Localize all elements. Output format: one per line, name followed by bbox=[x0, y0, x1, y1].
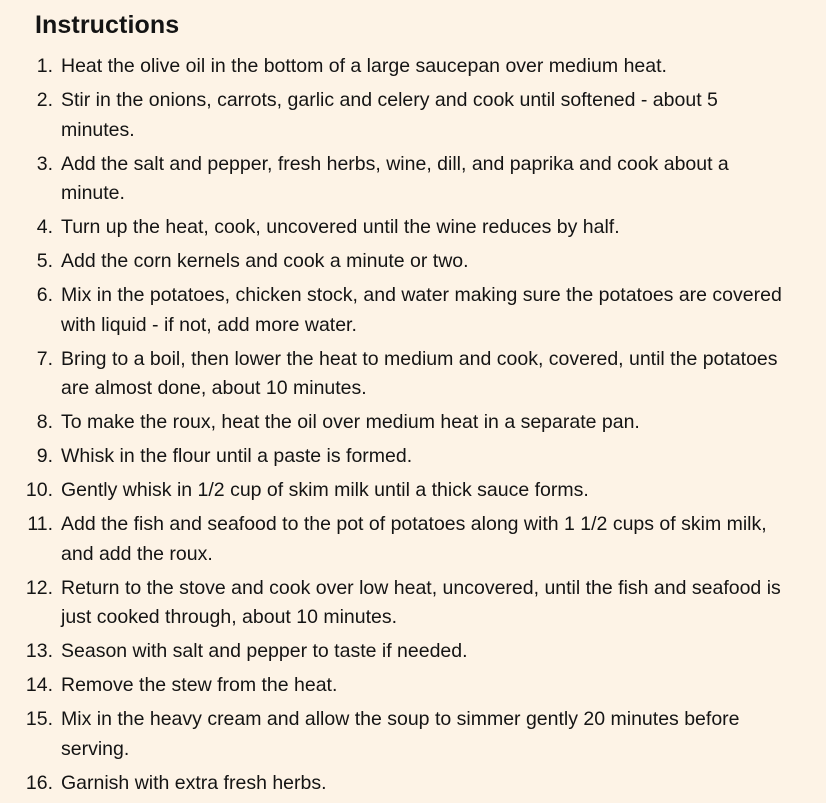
step-number: 5. bbox=[36, 250, 53, 272]
instruction-step bbox=[0, 705, 826, 764]
step-text: Mix in the heavy cream and allow the soup to simmer gently 20 minutes before serving. bbox=[61, 708, 740, 760]
step-text: Heat the olive oil in the bottom of a large saucepan over medium heat. bbox=[61, 55, 667, 77]
instruction-step bbox=[0, 442, 826, 472]
step-text: Gently whisk in 1/2 cup of skim milk until a thick sauce forms. bbox=[61, 479, 589, 501]
step-number: 6. bbox=[36, 284, 53, 306]
instruction-step bbox=[0, 345, 826, 404]
instruction-step bbox=[0, 213, 826, 243]
step-number: 3. bbox=[36, 152, 53, 175]
step-text: Add the fish and seafood to the pot of potatoes along with 1 1/2 cups of skim milk, and add the roux. bbox=[61, 513, 767, 565]
step-number: 4. bbox=[36, 216, 53, 238]
step-text: Stir in the onions, carrots, garlic and celery and cook until softened - about 5 minutes. bbox=[61, 89, 718, 141]
instruction-step bbox=[0, 247, 826, 277]
step-text: Return to the stove and cook over low heat, uncovered, until the fish and seafood is just cooked through, about 10 minutes. bbox=[61, 576, 781, 628]
instruction-step bbox=[0, 476, 826, 506]
instructions-heading: Instructions bbox=[35, 11, 180, 39]
step-number: 15. bbox=[25, 708, 53, 730]
step-number: 2. bbox=[36, 89, 53, 111]
step-number: 8. bbox=[36, 411, 53, 433]
instruction-step bbox=[0, 150, 826, 209]
step-number: 13. bbox=[25, 640, 53, 662]
step-text: To make the roux, heat the oil over medium heat in a separate pan. bbox=[61, 411, 640, 433]
step-text: Add the salt and pepper, fresh herbs, wine, dill, and paprika and cook about a minute. bbox=[61, 152, 729, 204]
step-text: Add the corn kernels and cook a minute or two. bbox=[61, 250, 469, 272]
instruction-step bbox=[0, 769, 826, 799]
step-number: 12. bbox=[25, 576, 53, 599]
instruction-step bbox=[0, 671, 826, 701]
instruction-step bbox=[0, 408, 826, 438]
step-text: Turn up the heat, cook, uncovered until the wine reduces by half. bbox=[61, 216, 620, 238]
step-number: 1. bbox=[36, 55, 53, 77]
step-text: Whisk in the flour until a paste is formed. bbox=[61, 445, 413, 467]
instruction-step bbox=[0, 86, 826, 145]
step-text: Mix in the potatoes, chicken stock, and water making sure the potatoes are covered with liquid - if not, add more water. bbox=[61, 284, 782, 336]
instruction-step bbox=[0, 510, 826, 569]
instruction-step bbox=[0, 574, 826, 633]
step-number: 11. bbox=[27, 513, 53, 535]
step-text: Bring to a boil, then lower the heat to medium and cook, covered, until the potatoes are almost done, about 10 minutes. bbox=[61, 347, 778, 399]
step-number: 14. bbox=[25, 674, 53, 696]
step-text: Garnish with extra fresh herbs. bbox=[61, 771, 327, 794]
step-number: 7. bbox=[36, 347, 53, 370]
step-number: 10. bbox=[25, 479, 53, 501]
step-number: 9. bbox=[36, 445, 53, 467]
step-text: Remove the stew from the heat. bbox=[61, 674, 338, 696]
instruction-step bbox=[0, 637, 826, 667]
step-text: Season with salt and pepper to taste if needed. bbox=[61, 640, 468, 662]
instruction-step bbox=[0, 281, 826, 340]
instructions-list bbox=[0, 52, 826, 803]
step-number: 16. bbox=[25, 771, 53, 794]
instruction-step bbox=[0, 52, 826, 82]
